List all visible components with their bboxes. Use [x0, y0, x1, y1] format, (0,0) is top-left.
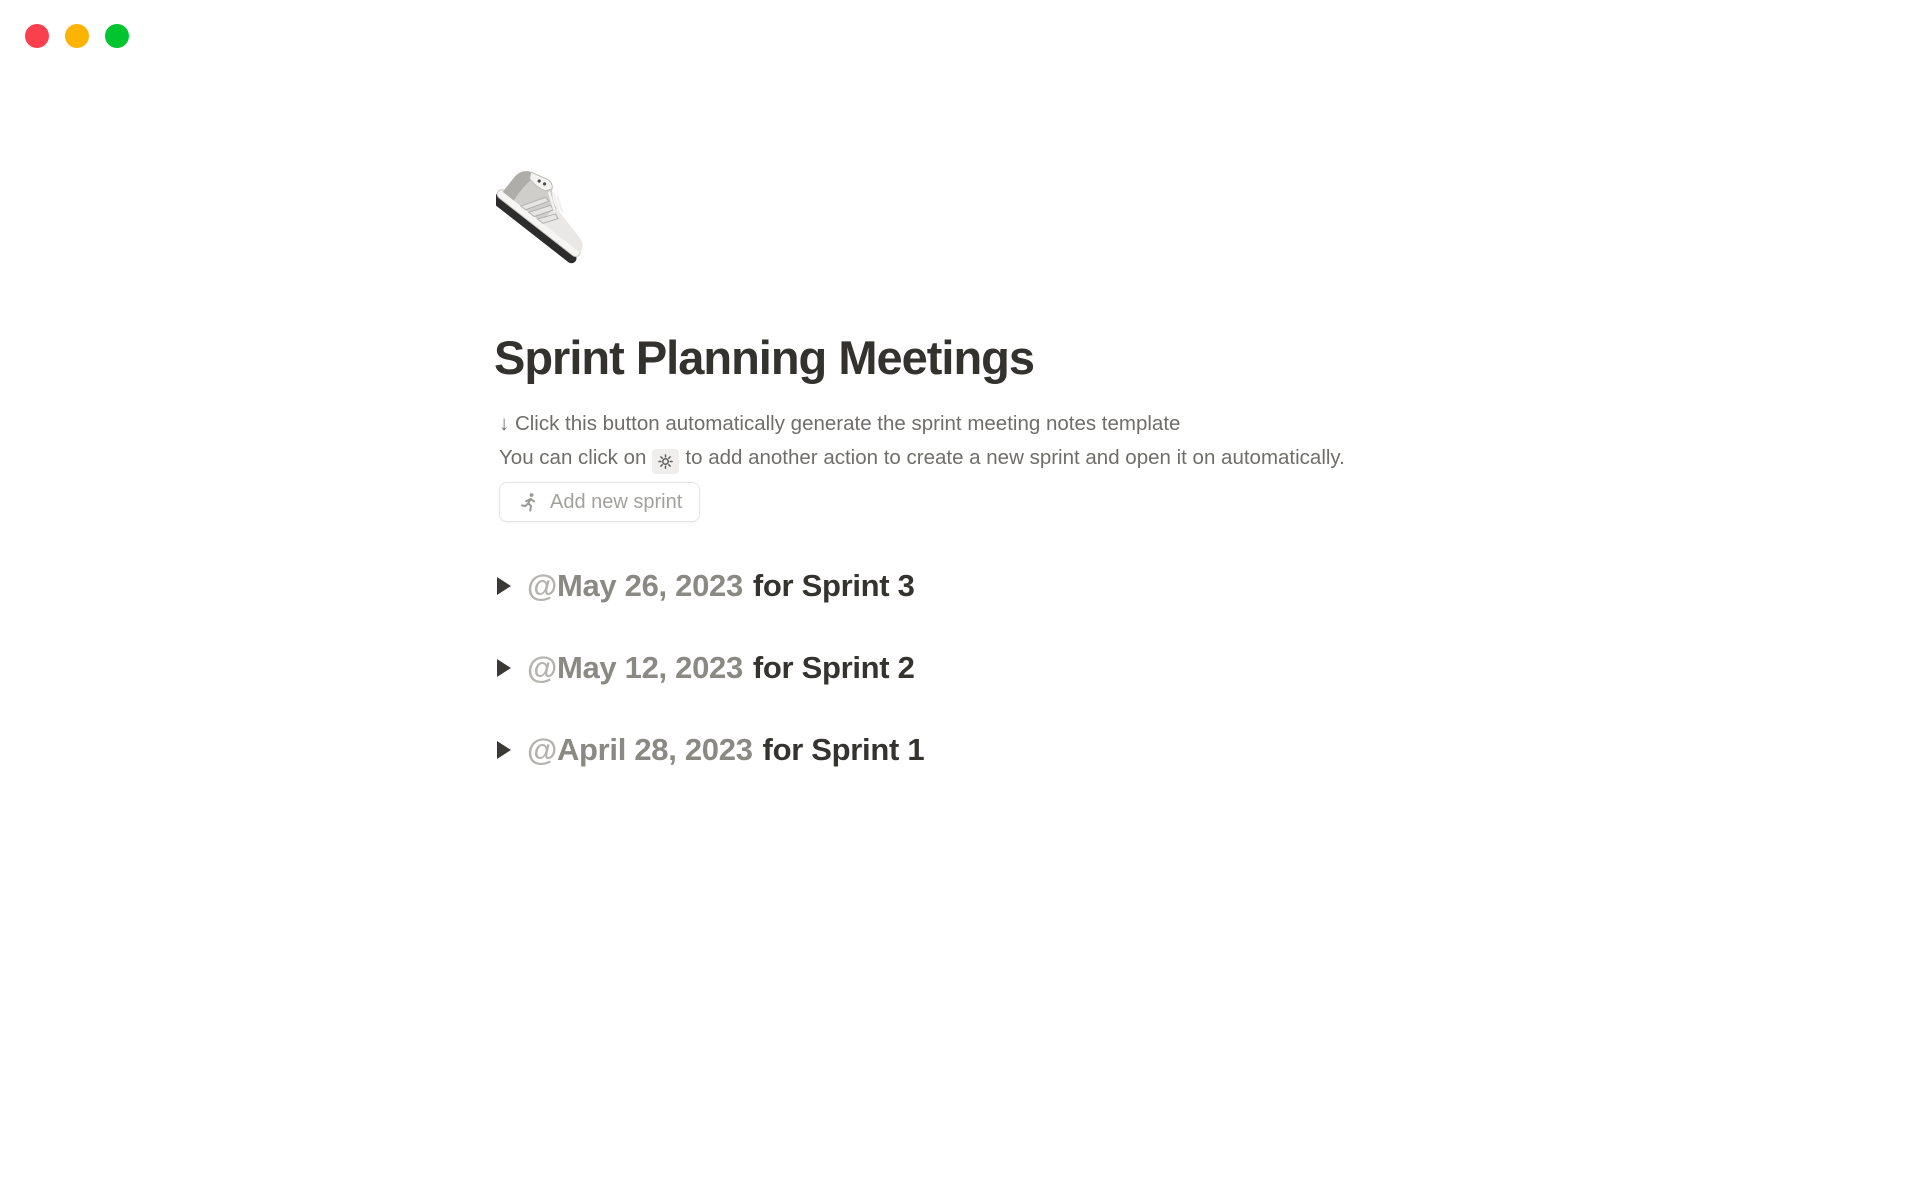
add-new-sprint-label: Add new sprint	[550, 490, 683, 513]
description-line-2-suffix: to add another action to create a new sprint and open it on automatically.	[685, 446, 1345, 469]
running-shoe-icon[interactable]	[496, 152, 600, 272]
toggle-label: for Sprint 2	[752, 650, 915, 685]
minimize-window-button[interactable]	[65, 24, 89, 48]
description-line-2[interactable]	[499, 443, 1345, 474]
page-title[interactable]: Sprint Planning Meetings	[494, 331, 1035, 384]
toggle-triangle-icon[interactable]	[497, 659, 511, 677]
description-line-1[interactable]: ↓ Click this button automatically generate the sprint meeting notes template	[499, 412, 1181, 435]
window-controls	[25, 24, 129, 48]
zoom-window-button[interactable]	[105, 24, 129, 48]
gear-chip[interactable]	[652, 449, 679, 474]
runner-icon	[517, 491, 540, 514]
toggle-triangle-icon[interactable]	[497, 577, 511, 595]
date-mention[interactable]: @May 26, 2023	[527, 568, 743, 603]
toggle-label: for Sprint 3	[752, 568, 915, 603]
add-new-sprint-button[interactable]	[499, 482, 700, 522]
date-mention[interactable]: @May 12, 2023	[527, 650, 743, 685]
toggle-row-sprint-3[interactable]	[497, 564, 924, 608]
toggle-label: for Sprint 1	[762, 732, 925, 767]
toggle-triangle-icon[interactable]	[497, 741, 511, 759]
toggle-row-sprint-1[interactable]	[497, 728, 924, 772]
close-window-button[interactable]	[25, 24, 49, 48]
gear-icon	[658, 454, 673, 469]
description-line-2-prefix: You can click on	[499, 446, 647, 469]
sprint-toggle-list	[497, 564, 924, 810]
toggle-row-sprint-2[interactable]	[497, 646, 924, 690]
date-mention[interactable]: @April 28, 2023	[527, 732, 753, 767]
